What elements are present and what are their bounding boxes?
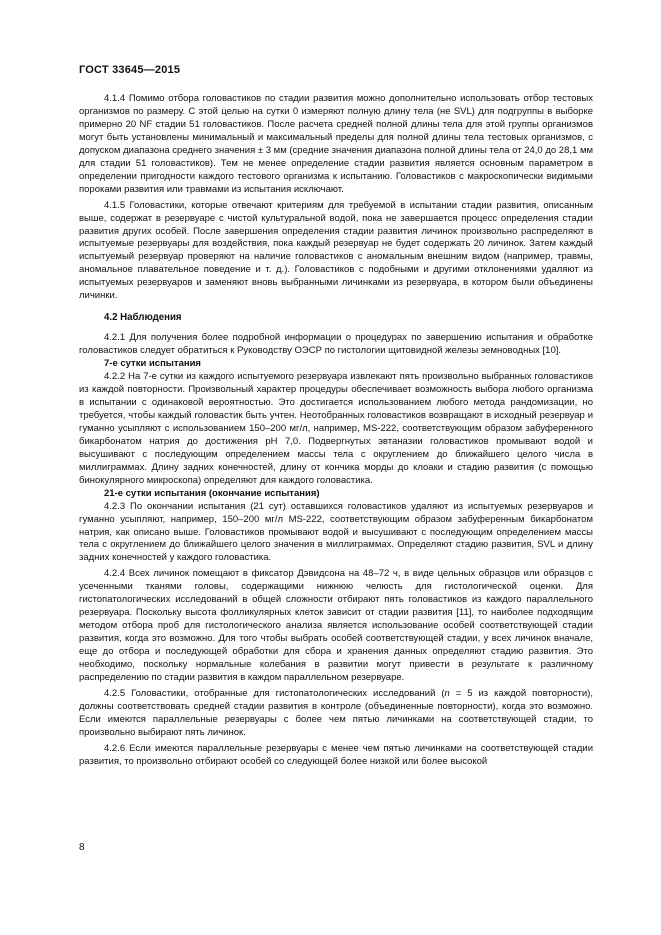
paragraph-4-2-1: 4.2.1 Для получения более подробной информации о процедурах по завершению испытания и обработке головастиков следует обратиться к Руководству ОЭСР по гистологии щитовидной железы земноводных [10]. [79,332,593,357]
section-heading-4-2: 4.2 Наблюдения [104,312,182,324]
paragraph-4-1-4: 4.1.4 Помимо отбора головастиков по стадии развития можно дополнительно использовать отбор тестовых организмов по размеру. С этой целью на сутки 0 измеряют полную длину тела (не SVL) для подгруппы в выборке примерно 20 NF стадии 51 головастиков. После расчета средней полной длины тела для этой группы организмов могут быть установлены минимальный и максимальный пределы для полной длины тела тестовых организмов, с допуском диапазона среднего значения ± 3 мм (средние значения диапазона полной длины тела от 24,0 до 28,1 мм для стадии 51 головастиков). Тем не менее определение стадии развития является основным параметром в определении пригодности каждого тестового организма к испытанию. Головастиков с макроскопически видимыми пороками развития или травмами из испытания исключают. [79,93,593,195]
sample-size-symbol: n [444,687,450,699]
paragraph-4-2-4: 4.2.4 Всех личинок помещают в фиксатор Дэвидсона на 48–72 ч, в виде цельных образцов или образцов с усеченными тканями головы, содержащими нижнюю челюсть для гистологической оценки. Для гистопатологических исследований в общей сложности отбирают пять головастиков из каждого параллельного резервуара. Поскольку высота фолликулярных клеток зависит от стадии развития [11], то наиболее подходящим методом отбора проб для гистологического анализа является использование особей соответствующей стадии развития, когда это возможно. Для того чтобы выбрать особей соответствующей стадии, у всех личинок вначале, еще до отбора и последующей обработки для сбора и хранения данных определяют стадию развития. Это необходимо, поскольку нормальные колебания в развитии могут привести в результате к различному распределению по стадии развития в каждом параллельном резервуаре. [79,568,593,683]
subheading-day-7: 7-е сутки испытания [104,358,201,370]
page-number: 8 [79,842,85,853]
document-body [79,93,593,769]
paragraph-4-2-5 [79,688,593,740]
subheading-day-21: 21-е сутки испытания (окончание испытания) [104,487,320,499]
paragraph-4-2-6: 4.2.6 Если имеются параллельные резервуары с менее чем пятью личинками на соответствующей стадии развития, то произвольно отбирают особей со следующей более низкой или более высокой [79,742,593,767]
paragraph-4-2-3: 4.2.3 По окончании испытания (21 сут) оставшихся головастиков удаляют из испытуемых резервуаров и гуманно усыпляют, например, 150–200 мг/л MS-222, соответствующим образом забуференным бикарбонатом натрия, как описано выше. Головастиков промывают водой и высушивают с последующим определением массы тела с округлением до ближайшего целого значения в миллиграммах. Определяют стадию развития, SVL и длину задних конечностей у каждого головастика. [79,500,593,564]
paragraph-4-1-5: 4.1.5 Головастики, которые отвечают критериям для требуемой в испытании стадии развития, описанным выше, содержат в резервуаре с чистой культуральной водой, пока не завершается процесс определения стадии развития других особей. После завершения определения стадии развития личинок произвольно распределяют в испытуемые резервуары для воздействия, пока каждый резервуар не будет содержать 20 личинок. Затем каждый испытуемый резервуар проверяют на наличие головастиков с аномальным внешним видом (например, травмы, аномальное плавательное поведение и т. д.). Головастиков с подобными и другими отклонениями удаляют из испытуемых резервуаров и заменяют вновь выбранными личинками из резервуара, в котором были объединены личинки. [79,199,593,302]
paragraph-4-2-5-part-b: = 5 из каждой повторности), должны соответствовать средней стадии развития в контроле (объединенные повторности), когда это возможно. Если имеются параллельные резервуары с более чем пятью личинками на соответствующей стадии, то произвольно выбирают пять личинок. [79,687,593,738]
paragraph-4-2-2: 4.2.2 На 7-е сутки из каждого испытуемого резервуара извлекают пять произвольно выбранных головастиков из каждой повторности. Произвольный характер процедуры обеспечивает возможность выбора любого организма в испытании с одинаковой вероятностью. Это достигается использованием любого метода рандомизации, но требуется, чтобы каждый головастик быть учтен. Неотобранных головастиков возвращают в исходный резервуар и гуманно усыпляют с использованием 150–200 мг/л, например, MS-222, соответствующим образом забуференного бикарбонатом натрия до достижения pH 7,0. Подвергнутых эвтаназии головастиков промывают водой и высушивают с последующим определением массы тела с округлением до ближайшего целого числа в миллиграммах. Длину задних конечностей, длину от кончика морды до клоаки и стадию развития (с помощью бинокулярного микроскопа) определяют для каждого головастика. [79,371,593,486]
paragraph-4-2-5-part-a: 4.2.5 Головастики, отобранные для гистопатологических исследований ( [104,687,445,699]
document-id-header: ГОСТ 33645—2015 [79,64,181,76]
